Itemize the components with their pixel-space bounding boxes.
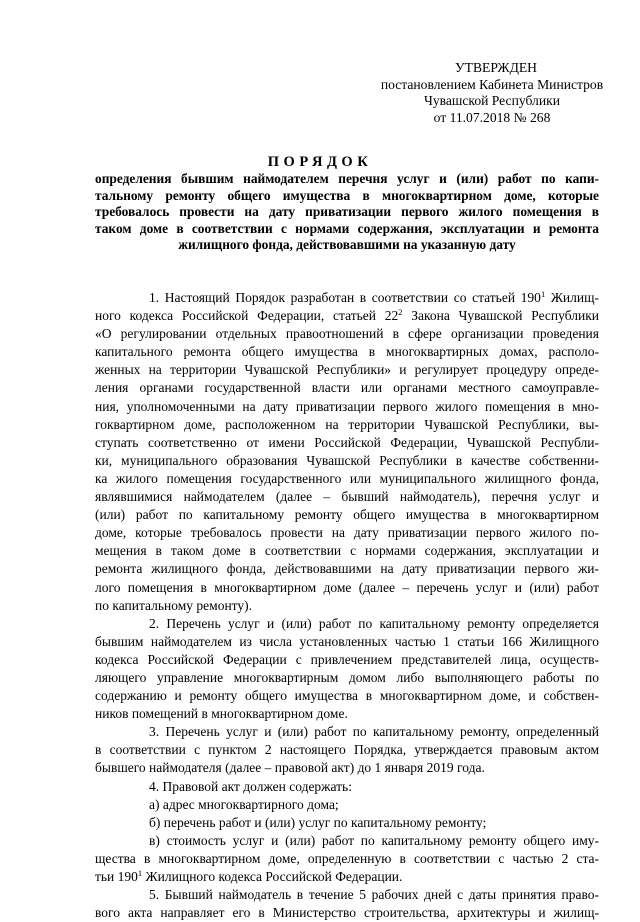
paragraph-1-line: женных на территории Чувашской Республики» и регулирует процедуру опреде-: [95, 362, 599, 378]
paragraph-2-line: кодекса Российской Федерации с привлечением представителей лица, осуществ-: [95, 651, 599, 667]
paragraph-1-line: лого помещения в многоквартирном доме (далее – перечень услуг и (или) работ: [95, 579, 599, 595]
document-subtitle: [95, 171, 599, 254]
paragraph-4v-line: щества в многоквартирном доме, определенную в соответствии с частью 2 ста-: [95, 850, 599, 866]
paragraph-5-line: 5. Бывший наймодатель в течение 5 рабочих дней с даты принятия право-: [149, 887, 599, 903]
paragraph-2-line: содержанию и ремонту общего имущества в многоквартирном доме, и собствен-: [95, 688, 599, 704]
paragraph-1-line: ления органами государственной власти или органами местного самоуправле-: [95, 380, 599, 396]
paragraph-4b-line: б) перечень работ и (или) услуг по капитальному ремонту;: [149, 814, 487, 830]
paragraph-1-line: «О регулировании отдельных правоотношений в сфере организации проведения: [95, 326, 599, 342]
paragraph-2-line: 2. Перечень услуг и (или) работ по капитальному ремонту определяется: [149, 615, 599, 631]
paragraph-2-line: бывшим наймодателем из числа установленных частью 1 статьи 166 Жилищного: [95, 633, 599, 649]
paragraph-1-line: ремонта жилищного фонда, действовавшими на дату приватизации первого жи-: [95, 561, 599, 577]
subtitle-line: определения бывшим наймодателем перечня услуг и (или) работ по капи-: [95, 171, 599, 186]
subtitle-line: жилищного фонда, действовавшими на указанную дату: [178, 237, 516, 252]
paragraph-3-line: 3. Перечень услуг и (или) работ по капитальному ремонту, определенный: [149, 724, 599, 740]
paragraph-1-line: ного кодекса Российской Федерации, статьей $22^2$ Закона Чувашской Республики: [95, 307, 599, 324]
paragraph-1-line: 1. Настоящий Порядок разработан в соответствии со статьей $190^1$ Жилищ-: [149, 289, 599, 305]
paragraph-1-line: гоквартирном доме, расположенном на территории Чувашской Республики, вы-: [95, 416, 599, 432]
paragraph-1-line: ния, уполномоченными на дату приватизации первого жилого помещения в мно-: [95, 398, 599, 414]
paragraph-1-line: ка жилого помещения государственного или муниципального жилищного фонда,: [95, 470, 599, 486]
paragraph-5-line: вого акта направляет его в Министерство строительства, архитектуры и жилищ-: [95, 905, 599, 921]
document-title: ПОРЯДОК: [267, 154, 373, 170]
paragraph-1-line: капитального ремонта общего имущества в многоквартирных домах, располо-: [95, 344, 599, 360]
subtitle-line: тальному ремонту общего имущества в многоквартирном доме, которые: [95, 187, 599, 203]
approval-stamp: [372, 60, 612, 126]
paragraph-1-line: являвшимися наймодателем (далее – бывший наймодатель), перечня услуг и: [95, 489, 599, 505]
paragraph-3-line: бывшего наймодателя (далее – правовой акт) до 1 января 2019 года.: [95, 760, 485, 776]
paragraph-1-line: (или) работ по капитальному ремонту общего имущества в многоквартирном: [95, 507, 599, 523]
paragraph-1-line: мещения в таком доме в соответствии с нормами содержания, эксплуатации и: [95, 543, 599, 559]
subtitle-line: таком доме в соответствии с нормами содержания, эксплуатации и ремонта: [95, 220, 599, 236]
paragraph-3-line: в соответствии с пунктом 2 настоящего Порядка, утверждается правовым актом: [95, 742, 599, 758]
paragraph-1-line: ступать соответственно от имени Российской Федерации, Чувашской Республи-: [95, 434, 599, 450]
paragraph-4a-line: а) адрес многоквартирного дома;: [149, 796, 339, 812]
approval-line: постановлением Кабинета Министров: [380, 76, 604, 92]
paragraph-4-line: 4. Правовой акт должен содержать:: [149, 778, 352, 794]
paragraph-1-line: ки, муниципального образования Чувашской Республики в качестве собственни-: [95, 452, 599, 468]
subtitle-line: требовалось провести на дату приватизации первого жилого помещения в: [95, 204, 599, 219]
approval-line: Чувашской Республики: [424, 93, 560, 108]
document-body: [95, 289, 599, 922]
approval-date-number: от 11.07.2018 № 268: [433, 109, 551, 125]
paragraph-2-line: ников помещений в многоквартирном доме.: [95, 706, 348, 722]
paragraph-1-line: по капитальному ремонту).: [95, 597, 253, 613]
paragraph-2-line: ляющего управление многоквартирным домом либо выполняющего работы по: [95, 669, 599, 685]
paragraph-4v-line: в) стоимость услуг и (или) работ по капитальному ремонту общего иму-: [149, 832, 599, 848]
approval-title: УТВЕРЖДЕН: [455, 60, 537, 75]
paragraph-4v-line: тьи $190^1$ Жилищного кодекса Российской Федерации.: [95, 868, 403, 884]
paragraph-1-line: доме, которые требовалось провести на дату приватизации первого жилого по-: [95, 525, 599, 541]
